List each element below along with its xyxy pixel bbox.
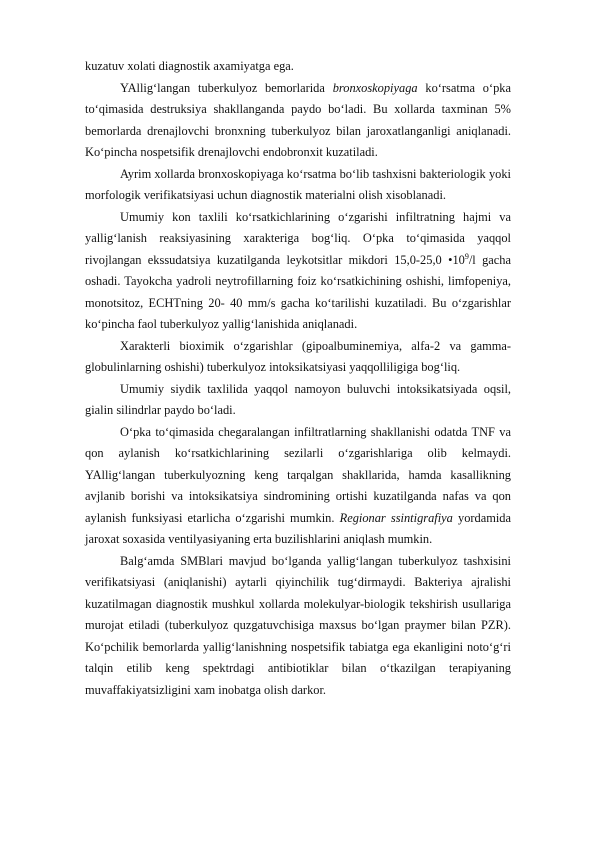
paragraph bbox=[85, 78, 511, 164]
text-run: /l gacha oshadi. Tayokcha yadroli neytrofillarning foiz ko‘rsatkichining oshishi, limfopeniya, monotsitoz, ECHTning 20- 40 mm/s gacha ko‘tarilishi kuzatiladi. Bu o‘zgarishlar ko‘pincha faol tuberkulyoz yallig‘lanishida aniqlanadi. bbox=[85, 252, 511, 331]
paragraph bbox=[85, 207, 511, 336]
paragraph bbox=[85, 551, 511, 702]
document-page bbox=[85, 56, 511, 701]
text-run: Balg‘amda SMBlari mavjud bo‘lganda yallig‘langan tuberkulyoz tashxisini verifikatsiyasi (aniqlanishi) aytarli qiyinchilik tug‘dirmaydi. Bakteriya ajralishi kuzatilmagan diagnostik mushkul xollarda molekulyar-biologik tekshirish usullariga murojat etiladi (tuberkulyoz quzgatuvchisiga maxsus bo‘lgan praymer bilan PZR). Ko‘pchilik bemorlarda yallig‘lanishning nospetsifik tabiatga ega ekanligini noto‘g‘ri talqin etilib keng spektrdagi antibiotiklar bilan o‘tkazilgan terapiyaning muvaffakiyatsizligini xam inobatga olish darkor. bbox=[85, 553, 511, 697]
text-run: YAllig‘langan tuberkulyoz bemorlarida bbox=[120, 80, 333, 95]
paragraph bbox=[85, 379, 511, 422]
italic-term: bronxoskopiyaga bbox=[332, 80, 418, 95]
text-run: O‘pka to‘qimasida chegaralangan infiltratlarning shakllanishi odatda TNF va qon aylanish ko‘rsatkichlarining sezilarli o‘zgarishlariga olib kelmaydi. YAllig‘langan tuberkulyozning keng tarqalgan shakllarida, hamda kasallikning avjlanib borishi va intoksikatsiya sindromining ortishi kuzatilganda nafas va qon aylanish funksiyasi etarlicha o‘zgarishi mumkin. bbox=[85, 424, 511, 525]
text-run: yordamida jaroxat soxasida ventilyasiyaning erta buzilishlarini aniqlash mumkin. bbox=[85, 510, 512, 546]
superscript: 9 bbox=[464, 251, 469, 261]
text-run: ko‘rsatma o‘pka to‘qimasida destruksiya shakllanganda paydo bo‘ladi. Bu xollarda taxminan 5% bemorlarda drenajlovchi bronxning tuberkulyoz bilan jaroxatlanganligi aniqlanadi. Ko‘pincha nospetsifik drenajlovchi endobronxit kuzatiladi. bbox=[85, 80, 511, 159]
text-run: Xarakterli bioximik o‘zgarishlar (gipoalbuminemiya, alfa-2 va gamma-globulinlarning oshishi) tuberkulyoz intoksikatsiyasi yaqqolliligiga bog‘liq. bbox=[85, 338, 511, 374]
paragraph bbox=[85, 56, 511, 78]
paragraph bbox=[85, 164, 511, 207]
paragraph bbox=[85, 422, 511, 551]
text-run: kuzatuv xolati diagnostik axamiyatga ega. bbox=[85, 59, 294, 73]
text-run: Umumiy siydik taxlilida yaqqol namoyon buluvchi intoksikatsiyada oqsil, gialin silindrlar paydo bo‘ladi. bbox=[85, 381, 511, 417]
text-run: Ayrim xollarda bronxoskopiyaga ko‘rsatma bo‘lib tashxisni bakteriologik yoki morfologik verifikatsiyasi uchun diagnostik materialni olish xisoblanadi. bbox=[85, 166, 511, 202]
text-run: Umumiy kon taxlili ko‘rsatkichlarining o‘zgarishi infiltratning hajmi va yallig‘lanish reaksiyasining xarakteriga bog‘liq. O‘pka to‘qimasida yaqqol rivojlangan ekssudatsiya kuzatilganda leykotsitlar mikdori 15,0-25,0 •10 bbox=[85, 209, 511, 267]
paragraph bbox=[85, 336, 511, 379]
italic-term: Regionar ssintigrafiya bbox=[339, 510, 453, 525]
